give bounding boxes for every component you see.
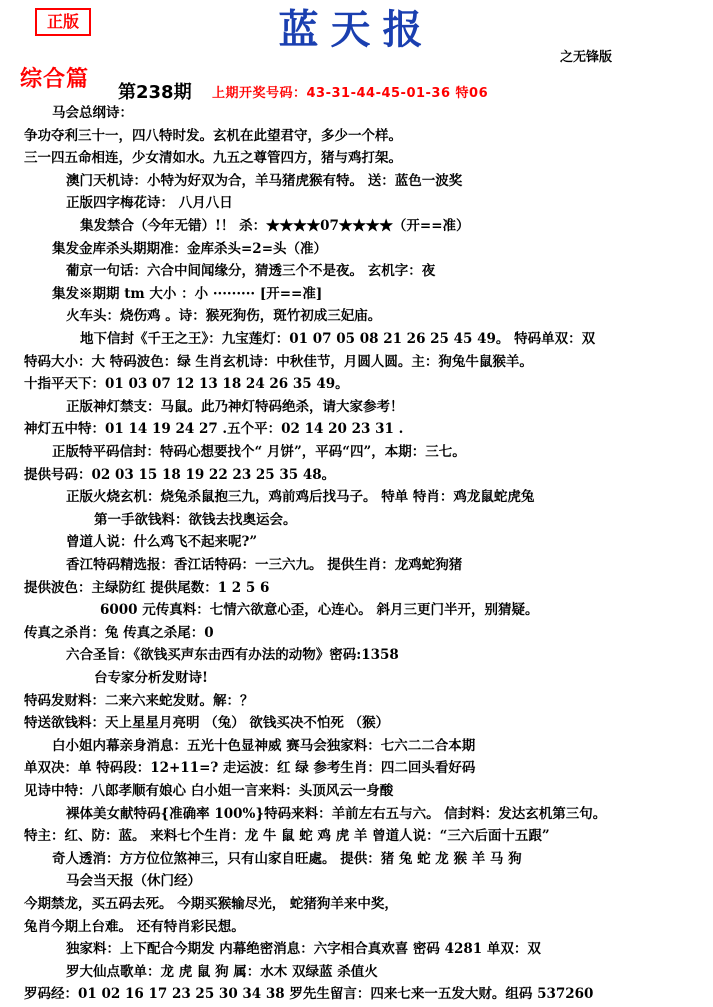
text-line: 提供波色：主绿防红 提供尾数：1 2 5 6 — [24, 579, 270, 596]
text-line: 独家料：上下配合今期发 内幕绝密消息：六字相合真欢喜 密码 4281 单双：双 — [66, 941, 541, 958]
text-line: 马会总纲诗： — [52, 105, 133, 121]
text-line: 集发金库杀头期期准：金库杀头=2=头（准） — [52, 240, 328, 257]
text-line: 白小姐内幕亲身消息：五光十色显神威 赛马会独家料：七六二二合本期 — [52, 737, 476, 754]
text-line: 香江特码精选报：香江话特码：一三六九。 提供生肖：龙鸡蛇狗猪 — [66, 557, 463, 573]
text-line: 特码发财料：二来六来蛇发财。解：？ — [24, 692, 254, 709]
text-line: 正版神灯禁支：马鼠。此乃神灯特码绝杀，请大家参考！ — [66, 398, 404, 415]
text-line: 三一四五命相连，少女清如水。九五之尊管四方，猪与鸡打架。 — [24, 150, 402, 167]
text-line: 正版四字梅花诗： 八月八日 — [66, 195, 233, 212]
text-line: 提供号码：02 03 15 18 19 22 23 25 35 48。 — [24, 466, 336, 483]
text-line: 争功夺利三十一，四八特时发。玄机在此望君守，多少一个样。 — [24, 127, 402, 144]
text-line: 火车头：烧伤鸡 。诗：猴死狗伤，斑竹初成三妃庙。 — [66, 308, 382, 325]
last-draw-numbers: 上期开奖号码：43-31-44-45-01-36 特06 — [212, 86, 489, 101]
text-line: 澳门天机诗：小特为好双为合，羊马猪虎猴有特。 送：蓝色一波奖 — [66, 172, 463, 189]
edition-label: 之无锋版 — [560, 50, 613, 65]
text-line: 罗大仙点歌单：龙 虎 鼠 狗 属：水木 双绿蓝 杀值火 — [66, 963, 378, 980]
text-line: 正版特平码信封：特码心想要找个“ 月饼”，平码“四”，本期：三七。 — [52, 444, 466, 460]
text-line: 单双决：单 特码段：12+11=? 走运波：红 绿 参考生肖：四二回头看好码 — [24, 760, 476, 777]
section-title: 综合篇 — [20, 66, 90, 92]
text-line: 集发禁合（今年无错）!！ 杀：★★★★07★★★★（开==准） — [80, 218, 470, 234]
text-line: 特送欲钱料：天上星星月亮明 （兔） 欲钱买决不怕死 （猴） — [24, 715, 390, 732]
text-line: 见诗中特：八郎孝顺有娘心 白小姐一言来料：头顶风云一身酸 — [24, 783, 394, 799]
text-line: 六合圣旨：《欲钱买声东击西有办法的动物》密码:1358 — [66, 647, 399, 664]
text-line: 葡京一句话：六合中间闻缘分，猜透三个不是夜。 玄机字：夜 — [66, 263, 436, 280]
genuine-stamp: 正版 — [35, 8, 91, 36]
text-line: 十指平天下：01 03 07 12 13 18 24 26 35 49。 — [24, 376, 349, 393]
text-line: 曾道人说：什么鸡飞不起来呢?” — [66, 534, 258, 551]
issue-number: 第238期 — [118, 82, 192, 103]
text-line: 奇人透消：方方位位煞神三，只有山家自旺處。 提供：猪 兔 蛇 龙 猴 羊 马 狗 — [52, 850, 522, 867]
text-line: 特主：红、防：蓝。 来料七个生肖：龙 牛 鼠 蛇 鸡 虎 羊 曾道人说：“三六后面十五跟” — [24, 828, 550, 845]
text-line: 台专家分析发财诗! — [94, 670, 208, 686]
text-line: 罗码经：01 02 16 17 23 25 30 34 38 罗先生留言：四来七来一五发大财。组码 537260 — [24, 986, 594, 1003]
text-line: 特码大小：大 特码波色：绿 生肖玄机诗：中秋佳节，月圆人圆。主：狗兔牛鼠猴羊。 — [24, 353, 533, 370]
text-line: 传真之杀肖：兔 传真之杀尾：0 — [24, 624, 214, 641]
text-line: 神灯五中特：01 14 19 24 27 .五个平：02 14 20 23 31 . — [24, 421, 404, 438]
text-line: 集发※期期 tm 大小 ：小 ········· [开==准] — [52, 285, 323, 302]
text-line: 裸体美女献特码{准确率 100%}特码来料：羊前左右五与六。 信封料：发达玄机第三句。 — [66, 805, 607, 822]
text-line: 正版火烧玄机：烧兔杀鼠抱三九，鸡前鸡后找马子。 特单 特肖：鸡龙鼠蛇虎兔 — [66, 489, 535, 506]
text-line: 6000 元传真料：七情六欲意心歪，心连心。 斜月三更门半开，别猜疑。 — [100, 602, 539, 619]
text-line: 地下信封《千王之王》：九宝莲灯：01 07 05 08 21 26 25 45 49。 特码单双：双 — [80, 331, 596, 347]
text-line: 马会当天报（休门经） — [66, 873, 201, 890]
text-line: 第一手欲钱料：欲钱去找奥运会。 — [94, 511, 297, 528]
text-line: 兔肖今期上台难。 还有特肖彩民想。 — [24, 918, 245, 935]
text-line: 今期禁龙，买五码去死。 今期买猴输尽光， 蛇猪狗羊来中奖， — [24, 896, 398, 912]
newspaper-title: 蓝天报 — [278, 6, 435, 53]
